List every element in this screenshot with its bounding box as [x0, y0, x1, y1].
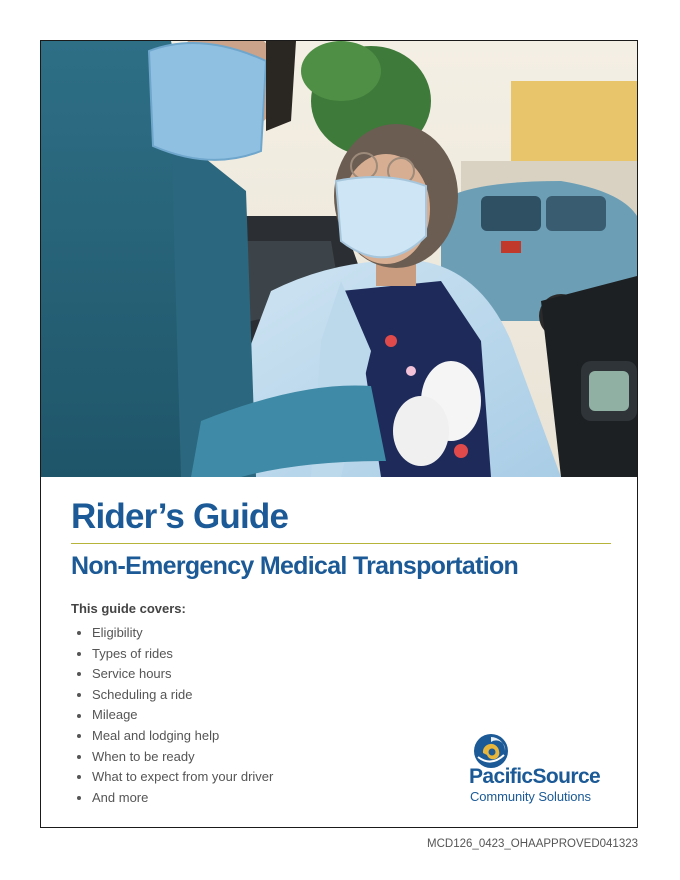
list-item: [71, 623, 273, 644]
list-item: [71, 705, 273, 726]
bullet-icon: [77, 631, 81, 635]
list-item-label: What to expect from your driver: [92, 769, 274, 785]
cover-photo: [41, 41, 637, 477]
covers-list: [71, 623, 273, 808]
list-item: [71, 726, 273, 747]
guide-title: Rider’s Guide: [71, 497, 289, 536]
cover-photo-illustration: [41, 41, 637, 477]
list-item: [71, 747, 273, 768]
bullet-icon: [77, 796, 81, 800]
list-item-label: When to be ready: [92, 748, 195, 764]
bullet-icon: [77, 734, 81, 738]
bullet-icon: [77, 714, 81, 718]
covers-heading: This guide covers:: [71, 601, 186, 616]
list-item-label: Mileage: [92, 707, 138, 723]
guide-subtitle: Non-Emergency Medical Transportation: [71, 552, 519, 580]
list-item: [71, 644, 273, 665]
title-divider: [71, 543, 611, 544]
list-item-label: Eligibility: [92, 625, 143, 640]
bullet-icon: [77, 775, 81, 779]
document-code: MCD126_0423_OHAAPPROVED041323: [427, 838, 638, 850]
list-item: [71, 767, 273, 788]
list-item: [71, 685, 273, 706]
logo-tagline: Community Solutions: [470, 789, 591, 804]
wave-logo-icon: [473, 733, 509, 769]
list-item-label: Meal and lodging help: [92, 727, 220, 743]
cover-page: [40, 40, 638, 828]
list-item-label: And more: [92, 789, 149, 805]
list-item-label: Service hours: [92, 666, 172, 682]
logo-name: PacificSource: [469, 765, 601, 788]
list-item: [71, 664, 273, 685]
bullet-icon: [77, 693, 81, 697]
bullet-icon: [77, 672, 81, 676]
bullet-icon: [77, 652, 81, 656]
pacificsource-logo: [469, 733, 619, 813]
bullet-icon: [77, 755, 81, 759]
list-item-label: Types of rides: [92, 645, 173, 661]
list-item-label: Scheduling a ride: [92, 686, 193, 702]
list-item: [71, 788, 273, 809]
